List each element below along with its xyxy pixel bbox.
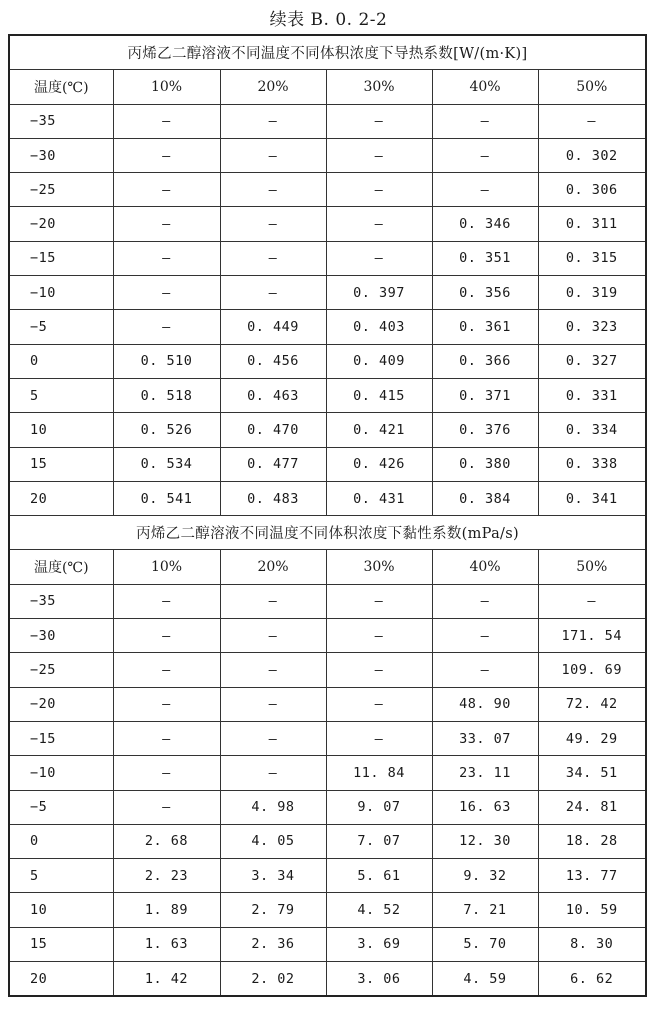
table-caption-row [9,35,646,70]
value-cell: 0. 470 [220,413,326,447]
value-cell: 3. 06 [326,962,432,997]
table-row [9,447,646,481]
table-row [9,173,646,207]
header-concentration: 10% [113,550,220,584]
value-cell: 0. 534 [113,447,220,481]
value-cell: — [113,756,220,790]
header-concentration: 30% [326,550,432,584]
value-cell: 0. 338 [538,447,646,481]
table-row [9,584,646,618]
value-cell: 1. 42 [113,962,220,997]
value-cell: 2. 36 [220,927,326,961]
value-cell: 4. 52 [326,893,432,927]
value-cell: 0. 415 [326,378,432,412]
value-cell: 0. 526 [113,413,220,447]
header-concentration: 50% [538,550,646,584]
value-cell: 0. 449 [220,310,326,344]
table-row [9,207,646,241]
temperature-cell: −25 [9,173,113,207]
value-cell: 0. 409 [326,344,432,378]
value-cell: — [326,721,432,755]
value-cell: 6. 62 [538,962,646,997]
value-cell: — [220,584,326,618]
header-concentration: 10% [113,70,220,104]
value-cell: — [113,207,220,241]
value-cell: — [113,241,220,275]
value-cell: 3. 34 [220,859,326,893]
temperature-cell: 5 [9,859,113,893]
value-cell: — [220,104,326,138]
table-row [9,481,646,515]
temperature-cell: −20 [9,207,113,241]
value-cell: 0. 306 [538,173,646,207]
value-cell: — [113,790,220,824]
value-cell: — [220,241,326,275]
value-cell: 48. 90 [432,687,538,721]
header-temperature: 温度(℃) [9,70,113,104]
table-row [9,687,646,721]
value-cell: 8. 30 [538,927,646,961]
value-cell: 9. 32 [432,859,538,893]
value-cell: 0. 323 [538,310,646,344]
value-cell: 0. 483 [220,481,326,515]
value-cell: 33. 07 [432,721,538,755]
value-cell: — [432,653,538,687]
value-cell: 0. 541 [113,481,220,515]
value-cell: 0. 421 [326,413,432,447]
value-cell: 12. 30 [432,824,538,858]
value-cell: — [220,138,326,172]
document-title: 续表 B. 0. 2-2 [269,10,388,30]
value-cell: — [220,721,326,755]
value-cell: 0. 518 [113,378,220,412]
value-cell: — [113,104,220,138]
temperature-cell: −35 [9,104,113,138]
value-cell: 0. 327 [538,344,646,378]
value-cell: — [432,138,538,172]
table-row [9,653,646,687]
value-cell: 1. 63 [113,927,220,961]
header-concentration: 50% [538,70,646,104]
temperature-cell: −25 [9,653,113,687]
table-row [9,893,646,927]
table-row [9,790,646,824]
table-row [9,962,646,997]
table-row [9,927,646,961]
value-cell: 0. 331 [538,378,646,412]
value-cell: 49. 29 [538,721,646,755]
value-cell: 0. 341 [538,481,646,515]
value-cell: — [220,207,326,241]
value-cell: 0. 371 [432,378,538,412]
value-cell: — [113,173,220,207]
value-cell: — [326,241,432,275]
value-cell: 24. 81 [538,790,646,824]
value-cell: 171. 54 [538,619,646,653]
value-cell: — [432,619,538,653]
value-cell: 0. 456 [220,344,326,378]
table-row [9,413,646,447]
value-cell: — [113,584,220,618]
value-cell: 2. 68 [113,824,220,858]
value-cell: 3. 69 [326,927,432,961]
value-cell: 0. 334 [538,413,646,447]
table-caption-row [9,516,646,550]
value-cell: 0. 351 [432,241,538,275]
value-cell: — [220,619,326,653]
value-cell: — [113,687,220,721]
value-cell: — [220,276,326,310]
value-cell: — [220,173,326,207]
value-cell: 4. 98 [220,790,326,824]
table-header-row [9,550,646,584]
temperature-cell: 15 [9,447,113,481]
value-cell: 0. 426 [326,447,432,481]
value-cell: 5. 70 [432,927,538,961]
temperature-cell: 10 [9,413,113,447]
temperature-cell: 20 [9,962,113,997]
value-cell: 0. 346 [432,207,538,241]
value-cell: 0. 319 [538,276,646,310]
temperature-cell: 20 [9,481,113,515]
value-cell: 0. 366 [432,344,538,378]
table-row [9,859,646,893]
value-cell: — [113,276,220,310]
value-cell: — [113,653,220,687]
header-concentration: 40% [432,550,538,584]
value-cell: — [432,173,538,207]
value-cell: — [113,619,220,653]
temperature-cell: −20 [9,687,113,721]
value-cell: 5. 61 [326,859,432,893]
header-temperature: 温度(℃) [9,550,113,584]
value-cell: — [326,173,432,207]
value-cell: — [326,104,432,138]
temperature-cell: −10 [9,276,113,310]
value-cell: 72. 42 [538,687,646,721]
header-concentration: 40% [432,70,538,104]
value-cell: 10. 59 [538,893,646,927]
table-row [9,241,646,275]
value-cell: — [538,584,646,618]
table-header-row [9,70,646,104]
value-cell: — [538,104,646,138]
temperature-cell: 0 [9,344,113,378]
value-cell: 2. 02 [220,962,326,997]
value-cell: — [220,653,326,687]
temperature-cell: −5 [9,790,113,824]
temperature-cell: 0 [9,824,113,858]
value-cell: — [113,138,220,172]
value-cell: 9. 07 [326,790,432,824]
value-cell: 7. 21 [432,893,538,927]
value-cell: 109. 69 [538,653,646,687]
value-cell: — [220,756,326,790]
value-cell: 23. 11 [432,756,538,790]
temperature-cell: −30 [9,619,113,653]
table-row [9,619,646,653]
value-cell: — [432,104,538,138]
table-row [9,276,646,310]
value-cell: 0. 376 [432,413,538,447]
value-cell: — [326,207,432,241]
temperature-cell: −15 [9,721,113,755]
value-cell: 34. 51 [538,756,646,790]
temperature-cell: 5 [9,378,113,412]
value-cell: 18. 28 [538,824,646,858]
value-cell: 2. 23 [113,859,220,893]
table-row [9,138,646,172]
value-cell: 0. 463 [220,378,326,412]
value-cell: 0. 356 [432,276,538,310]
temperature-cell: −15 [9,241,113,275]
value-cell: 0. 510 [113,344,220,378]
value-cell: — [113,310,220,344]
value-cell: 0. 397 [326,276,432,310]
value-cell: 0. 431 [326,481,432,515]
value-cell: — [326,619,432,653]
table-row [9,104,646,138]
value-cell: — [220,687,326,721]
value-cell: 7. 07 [326,824,432,858]
table-caption: 丙烯乙二醇溶液不同温度不同体积浓度下导热系数[W/(m·K)] [9,35,646,70]
table-row [9,824,646,858]
value-cell: — [326,584,432,618]
table-row [9,721,646,755]
value-cell: 0. 361 [432,310,538,344]
value-cell: 1. 89 [113,893,220,927]
temperature-cell: 10 [9,893,113,927]
value-cell: 4. 59 [432,962,538,997]
header-concentration: 30% [326,70,432,104]
temperature-cell: −35 [9,584,113,618]
value-cell: 13. 77 [538,859,646,893]
value-cell: — [432,584,538,618]
value-cell: — [326,687,432,721]
table-row [9,344,646,378]
header-concentration: 20% [220,550,326,584]
temperature-cell: 15 [9,927,113,961]
table-row [9,756,646,790]
value-cell: 2. 79 [220,893,326,927]
data-table [8,34,647,997]
temperature-cell: −5 [9,310,113,344]
value-cell: 11. 84 [326,756,432,790]
value-cell: 0. 302 [538,138,646,172]
temperature-cell: −30 [9,138,113,172]
value-cell: — [326,138,432,172]
table-row [9,310,646,344]
table-row [9,378,646,412]
header-concentration: 20% [220,70,326,104]
table-body [9,35,646,996]
temperature-cell: −10 [9,756,113,790]
table-caption: 丙烯乙二醇溶液不同温度不同体积浓度下黏性系数(mPa/s) [9,516,646,550]
value-cell: 0. 403 [326,310,432,344]
value-cell: 4. 05 [220,824,326,858]
value-cell: 0. 380 [432,447,538,481]
value-cell: 0. 384 [432,481,538,515]
value-cell: 0. 315 [538,241,646,275]
value-cell: 0. 477 [220,447,326,481]
value-cell: — [326,653,432,687]
value-cell: 16. 63 [432,790,538,824]
value-cell: — [113,721,220,755]
value-cell: 0. 311 [538,207,646,241]
